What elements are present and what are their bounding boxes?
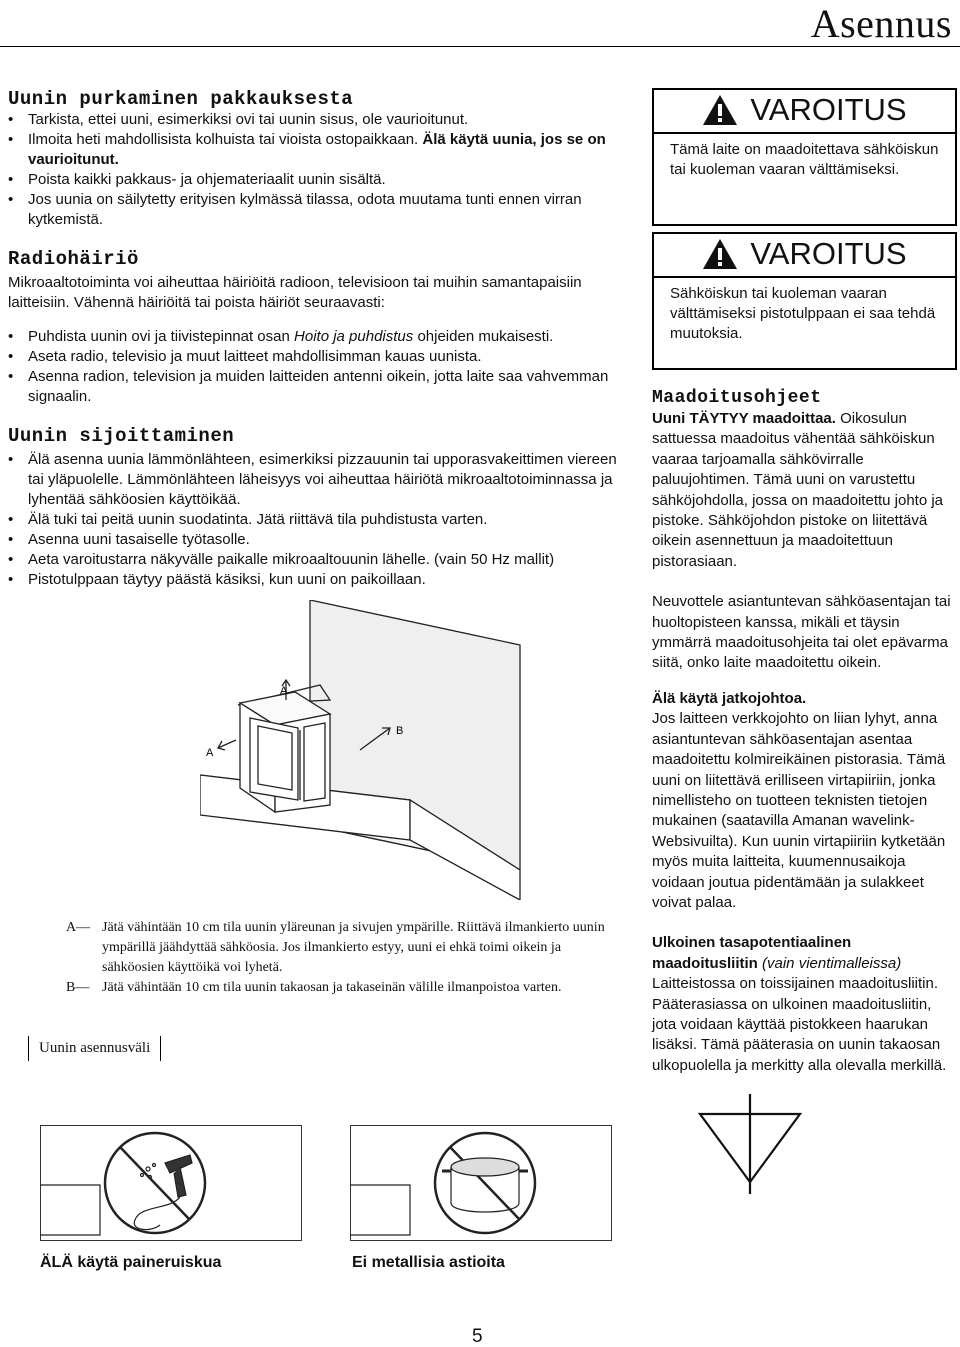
header-rule [0, 46, 960, 47]
left-column [8, 88, 633, 590]
installation-clearance-diagram [200, 600, 620, 900]
caption-text: Jätä vähintään 10 cm tila uunin takaosan ja takaseinän välille ilmanpoistoa varten. [102, 980, 562, 995]
grounding-text: Oikosulun sattuessa maadoitus vähentää sähköiskun vaaraa tarjoamalla sähkövirralle paluujohtimen. Tämä uuni on varustettu sähköjohdolla, jossa on maadoitettu johto ja pistoke. Sähköjohdon pistoke on liitettävä oikein asennettuun ja maadoitettuun pistorasiaan. [652, 410, 944, 570]
no-pressure-spray-pictogram [40, 1125, 302, 1241]
list-item-text: Tarkista, ettei uuni, esimerkiksi ovi tai uunin sisus, ole vaurioitunut. [28, 111, 469, 128]
list-item-text: Puhdista uunin ovi ja tiivistepinnat osan [28, 328, 290, 345]
grounding-emphasis: Uuni TÄYTYY maadoittaa. [652, 410, 836, 427]
equipotential-symbol-icon [690, 1094, 810, 1194]
warning-text: Tämä laite on maadoitettava sähköiskun tai kuoleman vaaran välttämiseksi. [670, 141, 939, 178]
list-item-text: Asenna radion, television ja muiden laitteiden antenni oikein, jotta laite saa vahvemman signaalin. [28, 368, 609, 405]
placement-list [8, 450, 633, 590]
list-item-text: Pistotulppaan täytyy päästä käsiksi, kun uuni on paikoillaan. [28, 571, 426, 588]
caption-key: A— [66, 920, 91, 935]
no-metal-label: Ei metallisia astioita [352, 1254, 505, 1271]
equipotential-heading [652, 933, 957, 974]
microwave-control-panel [304, 723, 325, 801]
pictogram-frame [41, 1126, 302, 1241]
list-item-reference: Hoito ja puhdistus [294, 328, 414, 345]
right-column [652, 88, 957, 1194]
list-item-text: ohjeiden mukaisesti. [417, 328, 554, 345]
page-number: 5 [472, 1326, 483, 1347]
list-item [8, 190, 633, 230]
list-item [8, 510, 633, 530]
pictogram-frame [351, 1126, 612, 1241]
list-item [8, 110, 633, 130]
warning-title: VAROITUS [750, 92, 907, 127]
diagram-captions [66, 918, 626, 998]
no-spray-label: ÄLÄ käytä paineruiskua [40, 1254, 222, 1271]
warning-header [654, 234, 955, 278]
grounding-heading: Maadoitusohjeet [652, 388, 822, 408]
list-item-text: Poista kaikki pakkaus- ja ohjemateriaalit uunin sisältä. [28, 171, 386, 188]
warning-box-grounding [652, 88, 957, 226]
grounding-paragraph-2: Neuvottele asiantuntevan sähköasentajan tai huoltopisteen kanssa, mikäli et täysin ymmärrä maadoitusohjeita tai olet epävarma siitä, onko laite maadoitettu oikein. [652, 593, 951, 672]
caption-row-b [66, 978, 626, 998]
equipotential-heading-line1: Ulkoinen tasapotentiaalinen [652, 934, 852, 952]
list-item-text: Älä tuki tai peitä uunin suodatinta. Jätä riittävä tila puhdistusta varten. [28, 511, 488, 528]
list-item [8, 450, 633, 510]
metal-pot-icon [451, 1158, 519, 1176]
list-item [8, 347, 633, 367]
warning-triangle-icon [702, 94, 738, 126]
grounding-paragraph-1 [652, 409, 957, 572]
unpacking-heading: Uunin purkaminen pakkauksesta [8, 88, 354, 110]
caption-text: Jätä vähintään 10 cm tila uunin yläreunan ja sivujen ympärille. Riittävä ilmankierto uunin ympärillä jäähdyttää sähköosia. Jos ilmankierto estyy, uuni ei ehkä toimi oikein ja sähköosien käyttöikä voi lyhetä. [102, 920, 605, 975]
radio-list [8, 327, 633, 407]
extension-cord-paragraph: Jos laitteen verkkojohto on liian lyhyt, anna asiantuntevan sähköasentajan asentaa maadoitettu kolmireikäinen pistorasia. Tämä uuni on liitettävä erilliseen virtapiiriin, jonka nimellisteho on tuotteen teknisten tietojen mukainen (saatavilla Amanan wavelink-Websivuilta). Kun uunin virtapiiriin kytketään myös muita laitteita, kuumennusaikoja voidaan joutua pidentämään ja sulakkeet voivat palaa. [652, 710, 946, 911]
caption-row-a [66, 918, 626, 978]
list-item [8, 327, 633, 347]
list-item [8, 570, 633, 590]
list-item-text: Aseta radio, televisio ja muut laitteet mahdollisimman kauas uunista. [28, 348, 482, 365]
list-item-text: Älä asenna uunia lämmönlähteen, esimerkiksi pizzauunin tai upporasvakeittimen viereen tai yläpuolelle. Lämmönlähteen läheisyys voi aiheuttaa häiriötä mikroaaltotoiminnassa ja lyhentää sähköosien käyttöikää. [28, 451, 617, 508]
placement-heading: Uunin sijoittaminen [8, 425, 235, 447]
list-item-text: Asenna uuni tasaiselle työtasolle. [28, 531, 250, 548]
label-a-left: A [206, 747, 214, 759]
list-item-text: Jos uunia on säilytetty erityisen kylmässä tilassa, odota muutama tunti ennen virran kytkemistä. [28, 191, 582, 228]
radio-intro: Mikroaaltotoiminta voi aiheuttaa häiriöitä radioon, televisioon tai muihin samantapaisiin laitteisiin. Vähennä häiriöitä tai poista häiriöt seuraavasti: [8, 274, 582, 311]
list-item [8, 530, 633, 550]
warning-box-plug [652, 232, 957, 370]
unpacking-list [8, 110, 633, 230]
warning-text: Sähköiskun tai kuoleman vaaran välttämiseksi pistotulppaan ei saa tehdä muutoksia. [670, 285, 936, 342]
page-header-title: Asennus [810, 1, 952, 46]
list-item [8, 367, 633, 407]
warning-title: VAROITUS [750, 236, 907, 271]
radio-heading: Radiohäiriö [8, 248, 139, 270]
extension-cord-heading: Älä käytä jatkojohtoa. [652, 689, 807, 707]
list-item-emphasis: Älä käytä uunia, jos se on vaurioitunut. [28, 131, 606, 168]
list-item [8, 130, 633, 170]
microwave-window [258, 726, 292, 790]
label-a-top: A [280, 685, 288, 697]
list-item-text: Ilmoita heti mahdollisista kolhuista tai vioista ostopaikkaan. [28, 131, 419, 148]
no-metal-containers-pictogram [350, 1125, 612, 1241]
caption-key: B— [66, 980, 90, 995]
equipotential-note: (vain vientimalleissa) [762, 954, 902, 972]
figure-label: Uunin asennusväli [28, 1036, 161, 1061]
warning-triangle-icon [702, 238, 738, 270]
list-item-text: Aeta varoitustarra näkyvälle paikalle mikroaaltouunin lähelle. (vain 50 Hz mallit) [28, 551, 555, 568]
equipotential-paragraph: Laitteistossa on toissijainen maadoitusliitin. Pääterasiassa on ulkoinen maadoitusliitin, jota voidaan käyttää pistokkeen haarukan lisäksi. Tämä pääterasia on uunin takaosan ulkopuolella ja merkitty alla olevalla merkillä. [652, 975, 947, 1074]
equipotential-heading-line2: maadoitusliitin [652, 954, 758, 972]
list-item [8, 550, 633, 570]
label-b: B [396, 725, 404, 737]
list-item [8, 170, 633, 190]
warning-header [654, 90, 955, 134]
